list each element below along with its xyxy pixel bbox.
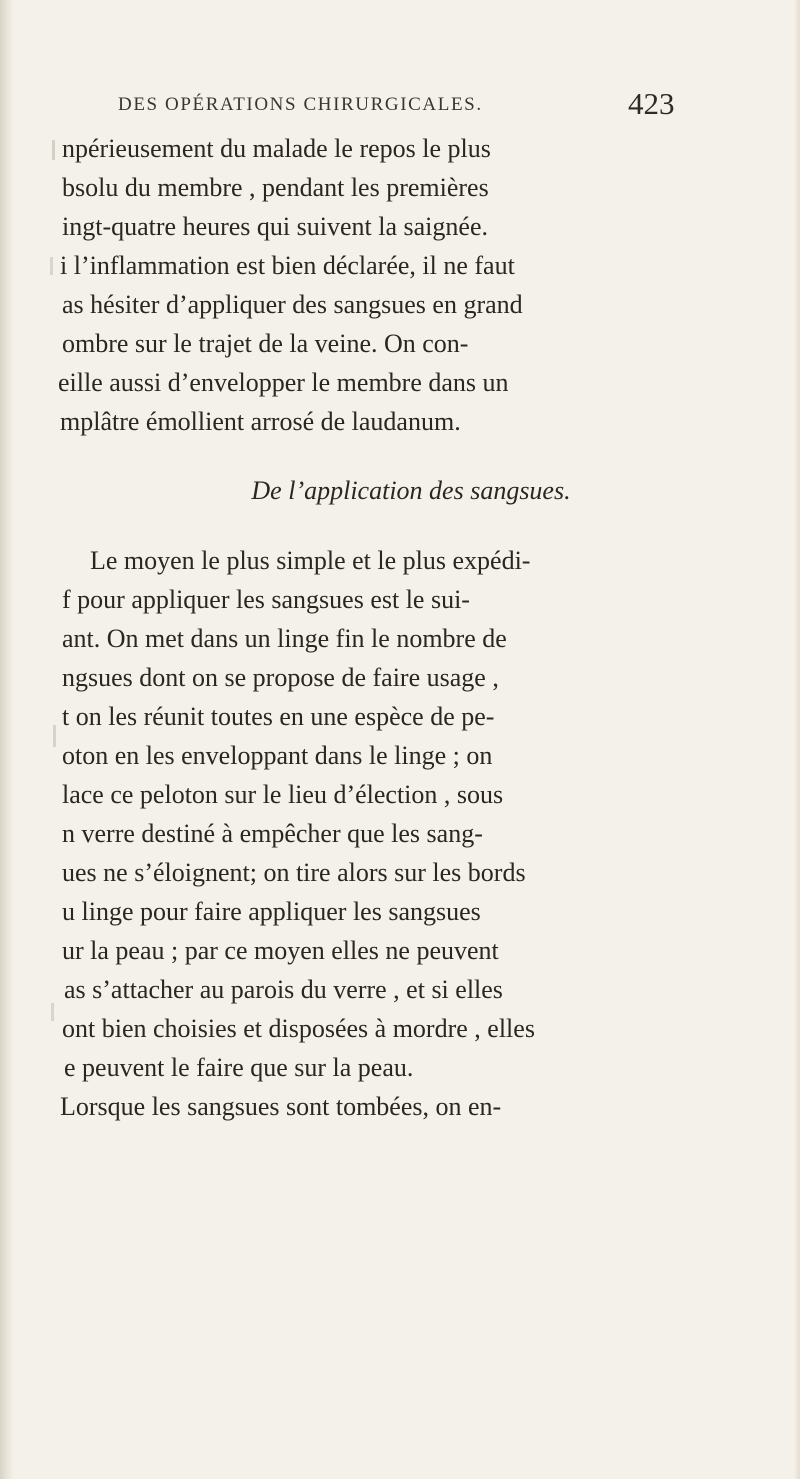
gutter-speck [51,1003,54,1021]
text-line: ant. On met dans un linge fin le nombre de [62,624,507,653]
text-line: ingt-quatre heures qui suivent la saignée. [62,212,488,241]
text-line: i l’inflammation est bien déclarée, il ne faut [60,251,515,280]
text-line: ues ne s’éloignent; on tire alors sur les bords [62,858,526,887]
text-line: mplâtre émollient arrosé de laudanum. [60,407,461,436]
text-line: e peuvent le faire que sur la peau. [64,1053,414,1082]
page-number: 423 [628,86,675,121]
gutter-speck [53,725,56,747]
text-line: oton en les enveloppant dans le linge ; on [62,741,493,770]
text-line: u linge pour faire appliquer les sangsues [62,897,481,926]
text-line: ur la peau ; par ce moyen elles ne peuvent [62,936,499,965]
text-line: Le moyen le plus simple et le plus expédi- [90,546,531,575]
gutter-speck [52,140,55,160]
text-line: npérieusement du malade le repos le plus [62,134,491,163]
text-line: f pour appliquer les sangsues est le sui- [62,585,470,614]
text-line: ont bien choisies et disposées à mordre , elles [62,1014,535,1043]
text-line: as s’attacher au parois du verre , et si elles [64,975,503,1004]
text-line: bsolu du membre , pendant les premières [62,173,489,202]
text-line: n verre destiné à empêcher que les sang- [62,819,483,848]
text-line: ngsues dont on se propose de faire usage , [62,663,499,692]
text-line: eille aussi d’envelopper le membre dans un [58,368,509,397]
text-line: t on les réunit toutes en une espèce de pe- [62,702,495,731]
text-line: as hésiter d’appliquer des sangsues en grand [62,290,523,319]
page-gutter-shadow [0,0,14,1479]
gutter-speck [50,257,53,275]
page-edge-shadow [794,0,800,1479]
text-line: Lorsque les sangsues sont tombées, on en- [60,1092,502,1121]
section-heading: De l’application des sangsues. [251,476,571,505]
text-line: lace ce peloton sur le lieu d’élection , sous [62,780,504,809]
running-head: DES OPÉRATIONS CHIRURGICALES. [118,94,483,115]
page-header [118,88,678,128]
text-line: ombre sur le trajet de la veine. On con- [62,329,469,358]
